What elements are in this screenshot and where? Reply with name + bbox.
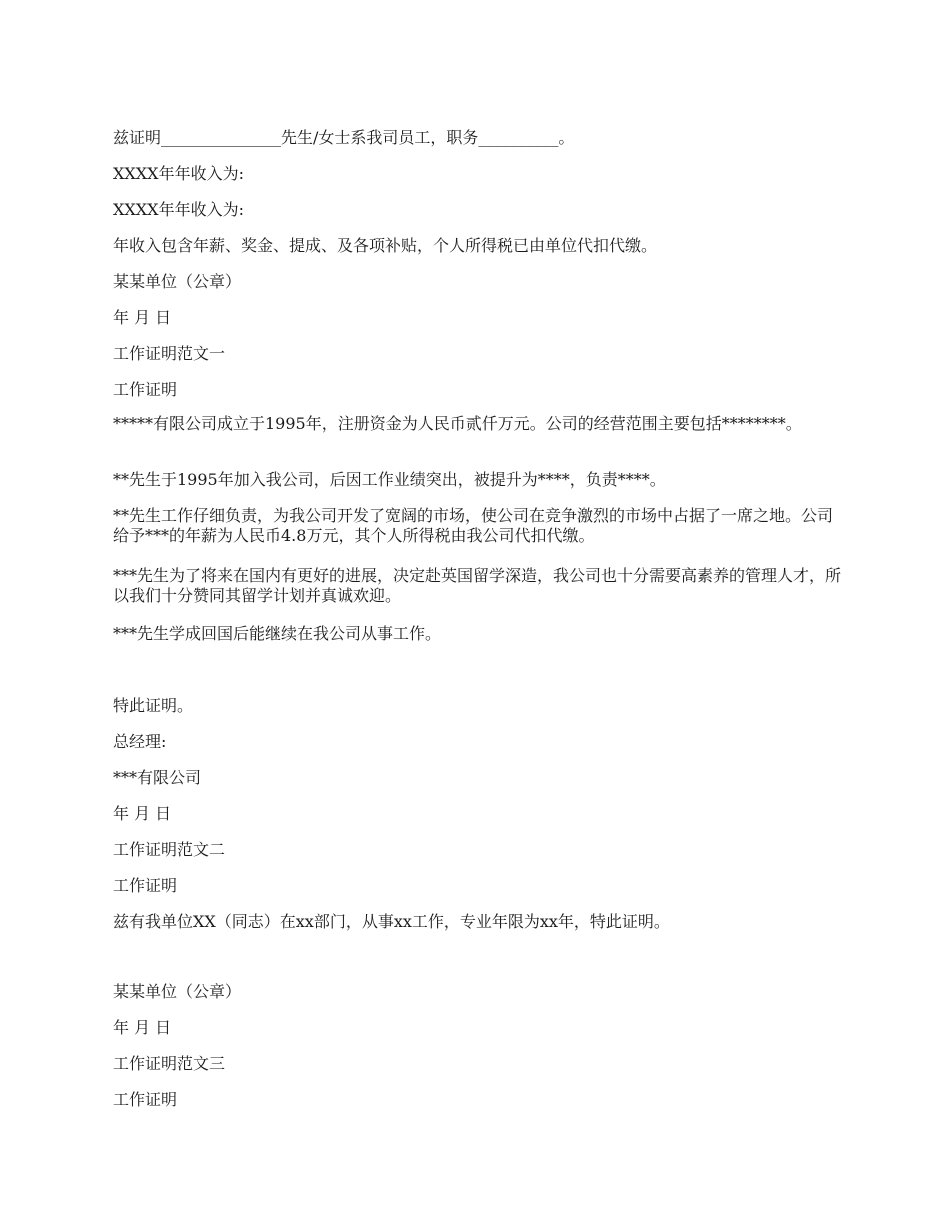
paragraph: *****有限公司成立于1995年，注册资金为人民币贰仟万元。公司的经营范围主要包括********。 [113,414,802,433]
document-title: 工作证明 [113,876,178,895]
section-heading: 工作证明范文二 [113,840,226,859]
income-note: 年收入包含年薪、奖金、提成、及各项补贴，个人所得税已由单位代扣代缴。 [113,236,658,255]
income-line: XXXX年年收入为: [113,200,244,219]
company-seal-line: 某某单位（公章） [113,982,242,1001]
paragraph: **先生工作仔细负责，为我公司开发了宽阔的市场，使公司在竞争激烈的市场中占据了一席之地。公司给予***的年薪为人民币4.8万元，其个人所得税由我公司代扣代缴。 [113,506,834,545]
certificate-line: 兹证明_______________先生/女士系我司员工，职务__________。 [113,128,575,147]
paragraph: ***先生为了将来在国内有更好的进展，决定赴英国留学深造，我公司也十分需要高素养的管理人才，所以我们十分赞同其留学计划并真诚欢迎。 [113,566,842,605]
paragraph: ***先生学成回国后能继续在我公司从事工作。 [113,624,442,643]
signature-title: 总经理: [113,732,167,751]
paragraph: **先生于1995年加入我公司，后因工作业绩突出，被提升为****，负责****。 [113,470,666,489]
date-line: 年 月 日 [113,804,172,823]
company-name: ***有限公司 [113,768,202,787]
date-line: 年 月 日 [113,1018,172,1037]
document-page [113,0,843,1230]
document-title: 工作证明 [113,1090,178,1109]
section-heading: 工作证明范文三 [113,1054,226,1073]
date-line: 年 月 日 [113,308,172,327]
paragraph: 兹有我单位XX（同志）在xx部门，从事xx工作，专业年限为xx年，特此证明。 [113,912,670,931]
document-title: 工作证明 [113,380,178,399]
section-heading: 工作证明范文一 [113,344,226,363]
closing-line: 特此证明。 [113,696,194,715]
income-line: XXXX年年收入为: [113,164,244,183]
company-seal-line: 某某单位（公章） [113,272,242,291]
